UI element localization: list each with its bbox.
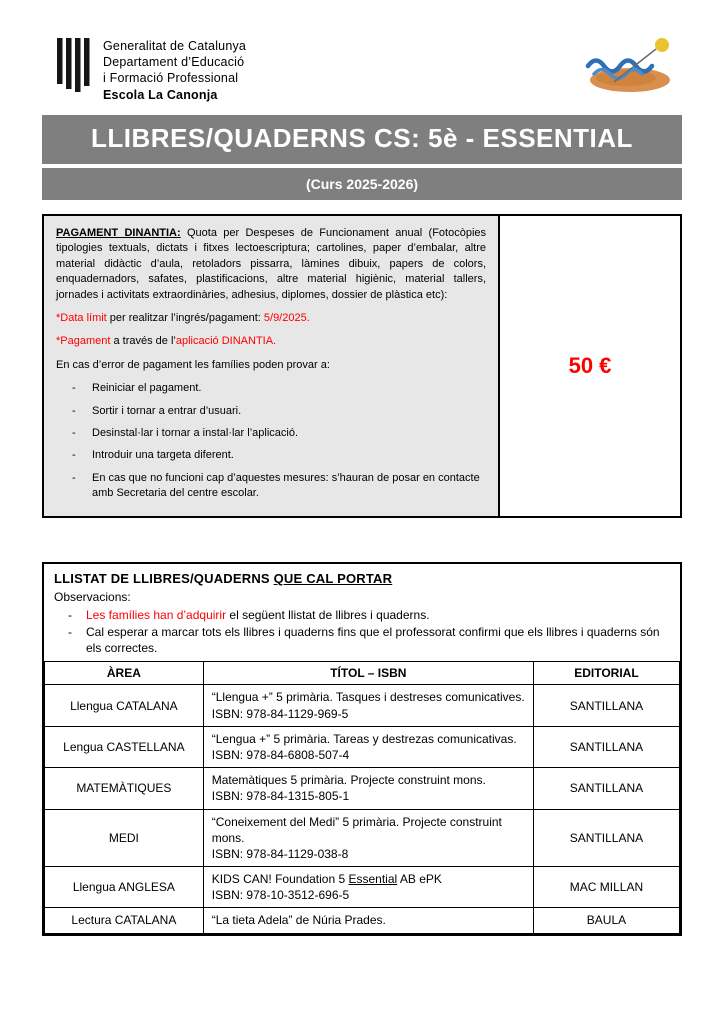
book-isbn: ISBN: 978-84-1315-805-1	[211, 789, 350, 804]
payment-error-intro: En cas d’error de pagament les famílies poden provar a:	[56, 358, 330, 371]
school-name: Escola La Canonja	[103, 88, 218, 102]
page-title: LLIBRES/QUADERNS CS: 5è - ESSENTIAL	[42, 115, 682, 164]
observations	[44, 589, 680, 661]
editorial-cell: SANTILLANA	[533, 768, 679, 809]
deadline-mid: per realitzar l’ingrés/pagament:	[106, 311, 264, 324]
payment-table	[42, 214, 682, 518]
payment-intro-text: Quota per Despeses de Funcionament anual (Fotocòpies tipologies textuals, dictats i fitxes lectoescriptura; cartolines, paper d’embalar, altre material didàctic d’aula, retoladors pissarra, làmines dibuix, papers de colors, enquadernadors, safates, plastificacions, altre material higiènic, material tallers, jornades i activitats extraordinàries, adhesius, diplomes, dossier de plàstica etc):	[56, 227, 487, 301]
column-header-title-isbn: TÍTOL – ISBN	[203, 662, 533, 685]
table-row	[45, 867, 680, 908]
book-isbn: ISBN: 978-84-1129-969-5	[211, 706, 349, 721]
books-heading-underlined: QUE CAL PORTAR	[273, 571, 393, 587]
book-isbn: ISBN: 978-84-6808-507-4	[211, 747, 350, 762]
payment-heading: PAGAMENT DINANTIA:	[56, 227, 181, 239]
title-isbn-cell	[203, 768, 533, 809]
table-row	[45, 908, 680, 933]
books-heading-main: LLISTAT DE LLIBRES/QUADERNS	[54, 571, 274, 587]
table-row	[45, 768, 680, 809]
payment-deadline-line	[56, 311, 486, 326]
books-heading	[44, 564, 680, 588]
editorial-cell: SANTILLANA	[533, 726, 679, 767]
books-section	[42, 562, 682, 935]
table-row	[45, 726, 680, 767]
observation-item: - Cal esperar a marcar tots els llibres i quaderns fins que el professorat confirmi que els llibres i quaderns són els correctes.	[54, 624, 670, 656]
list-item: - Sortir i tornar a entrar d’usuari.	[56, 404, 486, 419]
editorial-cell: MAC MILLAN	[533, 867, 679, 908]
title-isbn-cell	[203, 726, 533, 767]
book-title: Matemàtiques 5 primària. Projecte construint mons.	[211, 773, 486, 788]
book-title: “Llengua +” 5 primària. Tasques i destreses comunicatives.	[211, 690, 525, 705]
list-item: - Reiniciar el pagament.	[56, 381, 486, 396]
column-header-editorial: EDITORIAL	[533, 662, 679, 685]
org-line-3: i Formació Professional	[103, 71, 239, 85]
payment-app-label: *Pagament	[56, 335, 111, 348]
title-isbn-cell	[203, 908, 533, 933]
table-row	[45, 809, 680, 867]
observation-item	[54, 607, 670, 623]
title-isbn-cell	[203, 809, 533, 867]
payment-info-cell	[44, 216, 498, 516]
editorial-cell: SANTILLANA	[533, 809, 679, 867]
org-line-1: Generalitat de Catalunya	[103, 39, 247, 53]
list-item: - Introduir una targeta diferent.	[56, 448, 486, 463]
title-banner	[42, 115, 682, 200]
payment-amount-cell	[498, 216, 680, 516]
payment-app-line	[56, 334, 486, 349]
observation-1-rest: el següent llistat de llibres i quaderns.	[226, 607, 430, 622]
list-item: - Desinstal·lar i tornar a instal·lar l’aplicació.	[56, 426, 486, 441]
area-cell: Lectura CATALANA	[45, 908, 204, 933]
book-isbn: ISBN: 978-84-1129-038-8	[211, 846, 349, 861]
deadline-date: 5/9/2025.	[263, 311, 310, 324]
area-cell: Lengua CASTELLANA	[45, 726, 204, 767]
books-table	[44, 661, 680, 933]
editorial-cell: BAULA	[533, 908, 679, 933]
book-title: “La tieta Adela” de Núria Prades.	[211, 913, 386, 928]
payment-steps-list	[56, 381, 486, 501]
book-title: “Coneixement del Medi” 5 primària. Projecte construint mons.	[211, 814, 502, 845]
payment-app-mid: a través de l’	[110, 335, 176, 348]
letterhead	[0, 0, 724, 103]
observations-label: Observacions:	[54, 590, 131, 605]
book-title: KIDS CAN! Foundation 5 Essential AB ePK	[211, 872, 442, 887]
generalitat-brand	[55, 36, 246, 103]
area-cell: Llengua CATALANA	[45, 685, 204, 726]
payment-intro-paragraph	[56, 226, 486, 303]
title-isbn-cell	[203, 685, 533, 726]
generalitat-logo-icon	[55, 36, 91, 99]
book-title: “Lengua +” 5 primària. Tareas y destrezas comunicativas.	[211, 731, 517, 746]
observation-1-red: Les famílies han d’adquirir	[86, 607, 227, 622]
deadline-label: *Data límit	[56, 311, 107, 324]
editorial-cell: SANTILLANA	[533, 685, 679, 726]
payment-app-name: aplicació DINANTIA.	[175, 335, 277, 348]
table-row	[45, 685, 680, 726]
list-item: - En cas que no funcioni cap d’aquestes mesures: s’hauran de posar en contacte amb Secretaria del centre escolar.	[56, 471, 486, 502]
title-isbn-cell	[203, 867, 533, 908]
book-isbn: ISBN: 978-10-3512-696-5	[211, 888, 350, 903]
area-cell: Llengua ANGLESA	[45, 867, 204, 908]
table-header-row	[45, 662, 680, 685]
area-cell: MATEMÀTIQUES	[45, 768, 204, 809]
org-line-2: Departament d’Educació	[103, 55, 245, 69]
column-header-area: ÀREA	[45, 662, 204, 685]
school-logo-icon	[580, 36, 676, 103]
payment-amount: 50 €	[568, 353, 612, 379]
brand-text	[103, 36, 246, 103]
area-cell: MEDI	[45, 809, 204, 867]
page-subtitle: (Curs 2025-2026)	[42, 168, 682, 200]
